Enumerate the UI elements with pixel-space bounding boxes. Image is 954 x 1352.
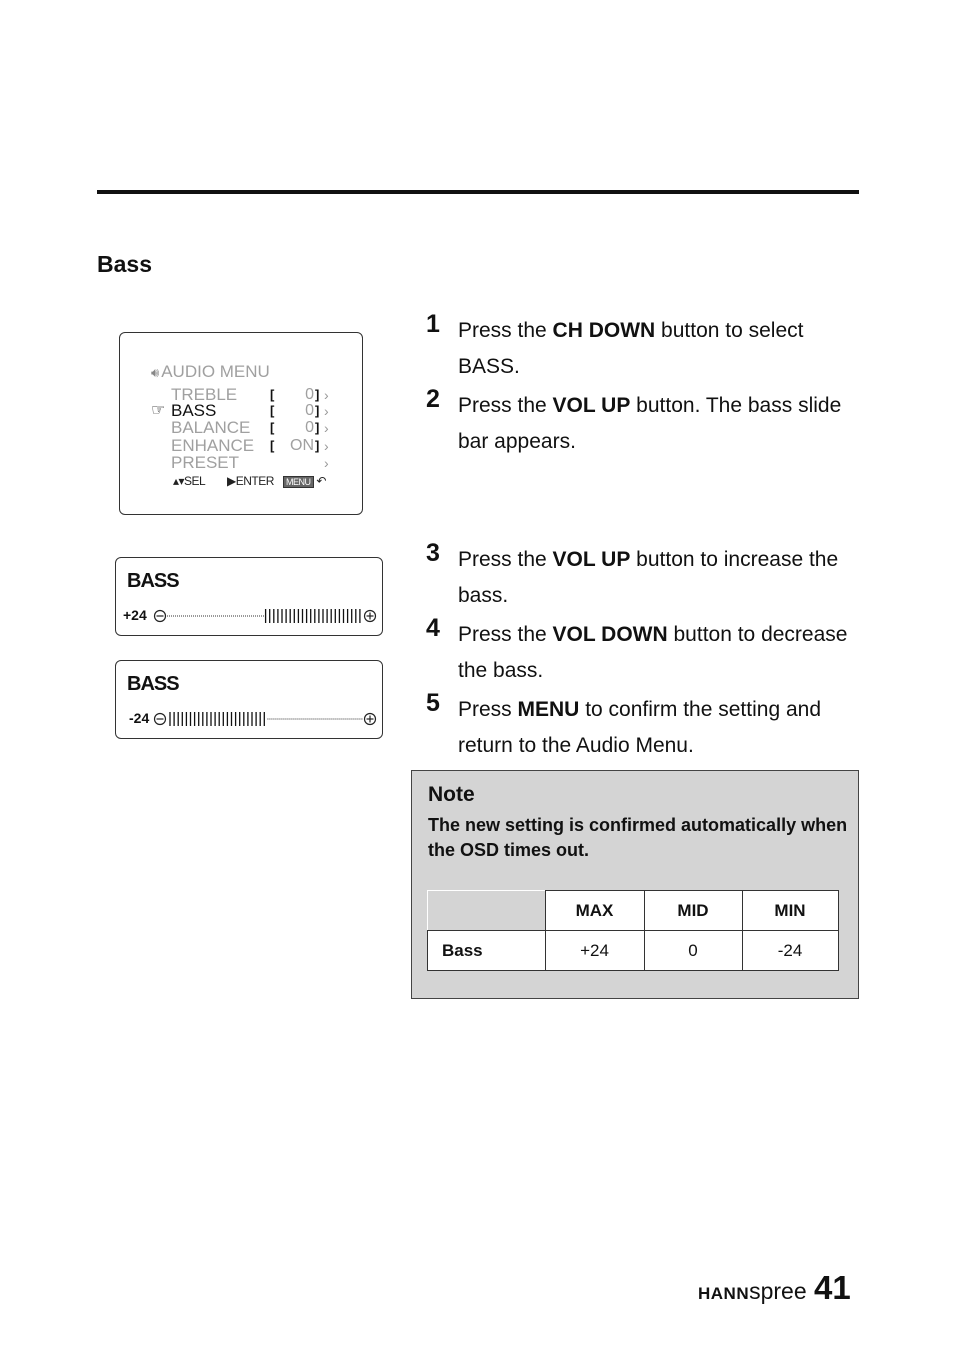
chevron-right-icon: › bbox=[324, 420, 329, 436]
audio-menu-osd: 🔊︎ AUDIO MENU TREBLE [ 0 ] › ☞ BASS [ 0 ] › BALANCE [ 0 ] › ENHANCE [ ON ] › PRESET › ▴▾SEL ▶ENTER MENU ↶ bbox=[119, 332, 363, 515]
table-header-row bbox=[428, 891, 839, 931]
slider-value: -24 bbox=[129, 710, 150, 726]
bracket-right: ] bbox=[315, 438, 320, 453]
table-cell: 0 bbox=[644, 931, 742, 971]
play-arrow-icon: ▶ bbox=[227, 474, 236, 488]
speaker-icon: 🔊︎ bbox=[151, 365, 160, 380]
table-header-cell: MID bbox=[644, 891, 742, 931]
bracket-left: [ bbox=[270, 403, 275, 418]
bracket-left: [ bbox=[270, 420, 275, 435]
bracket-right: ] bbox=[315, 420, 320, 435]
chevron-right-icon: › bbox=[324, 403, 329, 419]
up-down-arrows-icon: ▴▾ bbox=[173, 474, 185, 488]
bracket-left: [ bbox=[270, 387, 275, 402]
audio-menu-header: 🔊︎ AUDIO MENU bbox=[151, 362, 270, 381]
table-cell: -24 bbox=[742, 931, 838, 971]
table-row-label: Bass bbox=[428, 931, 546, 971]
return-arrow-icon: ↶ bbox=[316, 474, 326, 488]
bracket-left: [ bbox=[270, 438, 275, 453]
footer-menu bbox=[283, 474, 326, 488]
bass-slider-min bbox=[115, 660, 383, 739]
header-rule bbox=[97, 190, 859, 194]
table-header-cell: MAX bbox=[545, 891, 644, 931]
menu-key: MENU bbox=[283, 476, 314, 488]
section-title: Bass bbox=[97, 251, 152, 277]
brand-logo: HANNspree bbox=[698, 1278, 807, 1304]
note-title: Note bbox=[428, 783, 475, 806]
table-cell: +24 bbox=[545, 931, 644, 971]
bass-slider-max bbox=[115, 557, 383, 636]
slider-bar[interactable] bbox=[116, 558, 384, 637]
slider-title: BASS bbox=[127, 673, 179, 695]
pointing-hand-icon: ☞ bbox=[151, 402, 166, 419]
table-header-cell: MIN bbox=[742, 891, 838, 931]
page-number: 41 bbox=[814, 1269, 851, 1306]
bass-levels-table bbox=[427, 890, 839, 971]
footer-sel: ▴▾SEL bbox=[173, 474, 206, 488]
slider-value: +24 bbox=[123, 607, 147, 623]
slider-bar[interactable] bbox=[116, 661, 384, 740]
slider-title: BASS bbox=[127, 570, 179, 592]
bracket-right: ] bbox=[315, 387, 320, 402]
note-body: The new setting is confirmed automatically when the OSD times out. bbox=[428, 815, 848, 860]
chevron-right-icon: › bbox=[324, 455, 329, 471]
footer-enter: ▶ENTER bbox=[227, 474, 274, 488]
chevron-right-icon: › bbox=[324, 438, 329, 454]
chevron-right-icon: › bbox=[324, 387, 329, 403]
note-box bbox=[411, 770, 859, 999]
table-row bbox=[428, 931, 839, 971]
bracket-right: ] bbox=[315, 403, 320, 418]
